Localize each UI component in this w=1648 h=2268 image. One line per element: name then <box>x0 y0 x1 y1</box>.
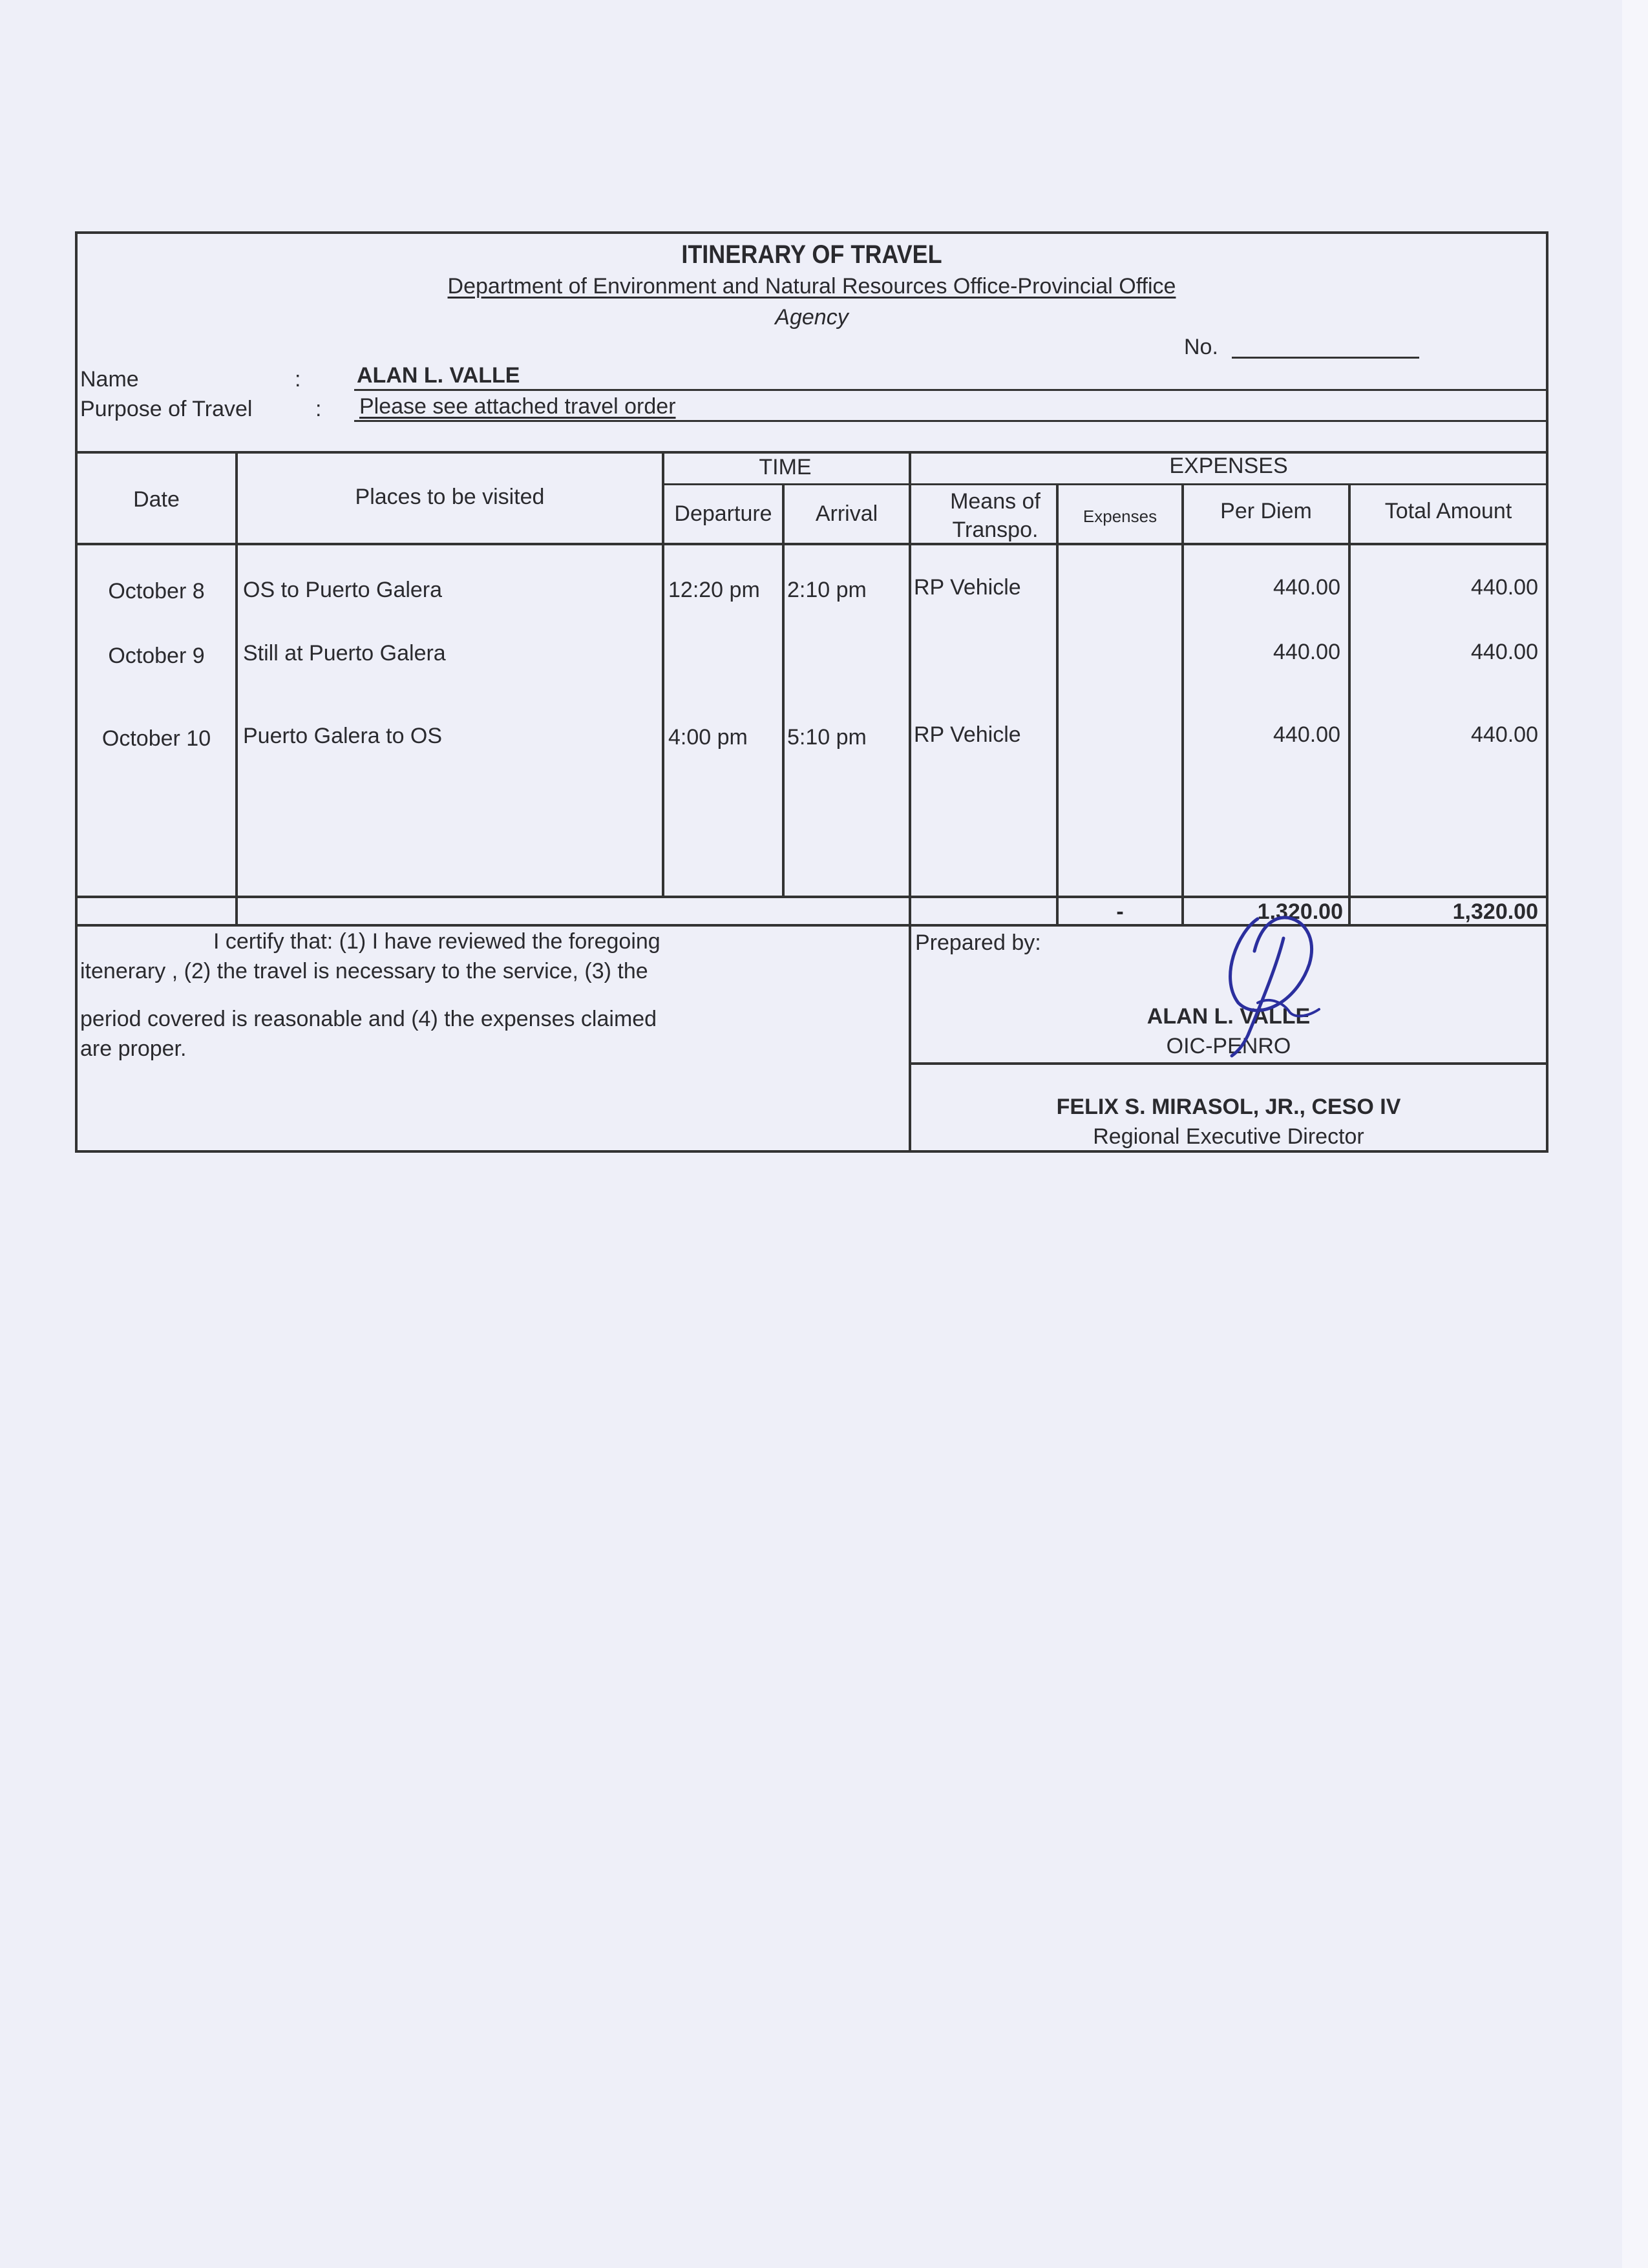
purpose-underline <box>354 420 1546 422</box>
signature-mark <box>1212 906 1329 1061</box>
certification-line1: I certify that: (1) I have reviewed the foregoing <box>213 929 660 954</box>
purpose-value: Please see attached travel order <box>359 394 676 419</box>
row1-means: RP Vehicle <box>914 575 1021 600</box>
signature-divider <box>909 1062 1546 1065</box>
total-per-diem: 1,320.00 <box>1257 899 1343 924</box>
name-underline <box>354 389 1546 391</box>
row3-total: 440.00 <box>1471 722 1538 747</box>
col-divider-departure <box>782 483 785 897</box>
approver-name: FELIX S. MIRASOL, JR., CESO IV <box>1056 1095 1401 1119</box>
paper-edge <box>1622 0 1648 2268</box>
row3-arrival: 5:10 pm <box>787 725 867 750</box>
total-expenses: - <box>1116 899 1124 924</box>
header-bottom-border <box>78 543 1546 545</box>
header-means: Means of Transpo. <box>950 489 1041 542</box>
row3-departure: 4:00 pm <box>668 725 748 750</box>
row1-departure: 12:20 pm <box>668 578 760 602</box>
header-departure: Departure <box>674 501 772 526</box>
row3-date: October 10 <box>101 726 211 751</box>
header-date: Date <box>133 487 180 512</box>
col-divider-date <box>235 451 238 924</box>
name-label: Name <box>80 367 139 392</box>
row2-total: 440.00 <box>1471 640 1538 664</box>
header-expenses: Expenses <box>1083 507 1157 526</box>
row2-place: Still at Puerto Galera <box>243 641 446 666</box>
header-per-diem: Per Diem <box>1220 499 1312 523</box>
header-places: Places to be visited <box>355 485 545 509</box>
row1-arrival: 2:10 pm <box>787 578 867 602</box>
row1-place: OS to Puerto Galera <box>243 578 443 602</box>
col-divider-perdiem <box>1348 483 1351 924</box>
certification-line4: are proper. <box>80 1036 187 1061</box>
name-colon: : <box>295 367 301 392</box>
row3-place: Puerto Galera to OS <box>243 724 443 748</box>
no-label: No. <box>1184 335 1218 359</box>
header-subgroup-line <box>662 483 1546 485</box>
header-total-amount: Total Amount <box>1384 499 1512 523</box>
purpose-label: Purpose of Travel <box>80 397 253 421</box>
header-time: TIME <box>759 455 812 479</box>
row3-per-diem: 440.00 <box>1273 722 1340 747</box>
row1-total: 440.00 <box>1471 575 1538 600</box>
preparer-position: OIC-PENRO <box>1166 1034 1291 1058</box>
no-field <box>1232 357 1419 359</box>
row3-means: RP Vehicle <box>914 722 1021 747</box>
approver-position: Regional Executive Director <box>1093 1124 1364 1149</box>
preparer-name: ALAN L. VALLE <box>1146 1004 1311 1029</box>
agency-label: Agency <box>775 305 849 330</box>
prepared-by-label: Prepared by: <box>915 930 1041 955</box>
name-value: ALAN L. VALLE <box>357 363 520 388</box>
row2-date: October 9 <box>108 644 205 668</box>
itinerary-form <box>75 231 1548 1153</box>
col-divider-expenses <box>1181 483 1184 924</box>
row2-per-diem: 440.00 <box>1273 640 1340 664</box>
grand-total: 1,320.00 <box>1452 899 1538 924</box>
office-name: Department of Environment and Natural Resources Office-Provincial Office <box>447 274 1176 299</box>
certification-line2: itenerary , (2) the travel is necessary to the service, (3) the <box>80 959 648 983</box>
col-divider-means <box>1056 483 1059 924</box>
row1-date: October 8 <box>108 579 205 604</box>
purpose-colon: : <box>315 397 322 421</box>
certification-line3: period covered is reasonable and (4) the expenses claimed <box>80 1007 657 1031</box>
form-title: ITINERARY OF TRAVEL <box>681 240 942 269</box>
totals-top-border <box>78 896 1546 898</box>
row1-per-diem: 440.00 <box>1273 575 1340 600</box>
header-expenses-group: EXPENSES <box>1169 454 1288 478</box>
header-arrival: Arrival <box>815 501 878 526</box>
